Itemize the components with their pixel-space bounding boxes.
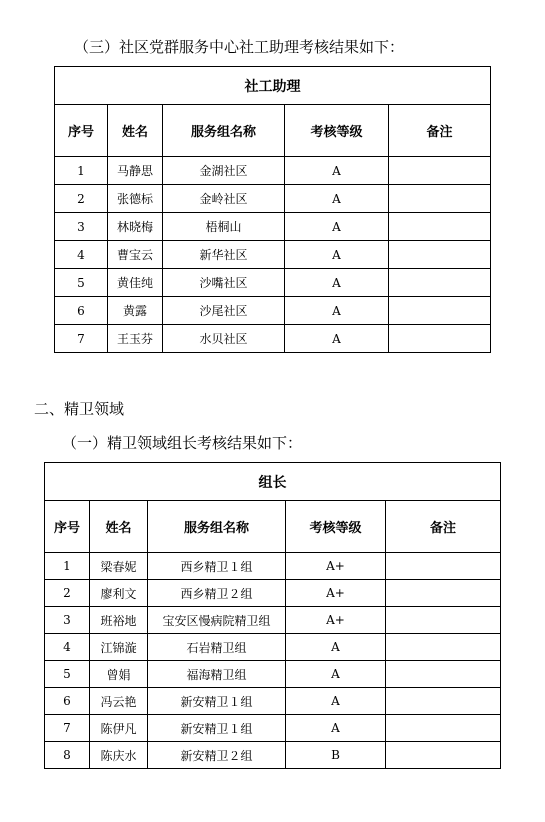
cell-index: 7 [45,715,90,742]
header-service-group: 服务组名称 [148,501,286,553]
subsection-heading-group-leader: （一）精卫领域组长考核结果如下： [62,434,303,452]
cell-service-group: 沙尾社区 [163,297,285,325]
cell-index: 7 [55,325,108,353]
table-title: 组长 [45,463,501,501]
cell-service-group: 福海精卫组 [148,661,286,688]
cell-grade: A [285,213,389,241]
cell-grade: A+ [286,580,386,607]
cell-remarks [386,742,501,769]
cell-service-group: 宝安区慢病院精卫组 [148,607,286,634]
cell-name: 王玉芬 [108,325,163,353]
table-title: 社工助理 [55,67,491,105]
cell-name: 班裕地 [90,607,148,634]
table-row [45,580,501,607]
table-row [55,185,491,213]
cell-remarks [389,325,491,353]
cell-index: 6 [55,297,108,325]
cell-index: 8 [45,742,90,769]
cell-grade: A [285,269,389,297]
table-row [55,213,491,241]
cell-service-group: 金湖社区 [163,157,285,185]
table-row [55,325,491,353]
cell-grade: A [285,185,389,213]
cell-grade: A [286,715,386,742]
cell-name: 曾娟 [90,661,148,688]
cell-service-group: 水贝社区 [163,325,285,353]
cell-index: 6 [45,688,90,715]
section-heading-community: （三）社区党群服务中心社工助理考核结果如下： [74,38,405,56]
cell-name: 梁春妮 [90,553,148,580]
header-remarks: 备注 [389,105,491,157]
cell-grade: A [285,297,389,325]
cell-remarks [386,715,501,742]
cell-name: 冯云艳 [90,688,148,715]
cell-remarks [389,213,491,241]
table-row [55,241,491,269]
group-leader-table [44,462,501,769]
cell-index: 5 [55,269,108,297]
table-row [55,157,491,185]
header-service-group: 服务组名称 [163,105,285,157]
table-row [45,661,501,688]
cell-grade: A+ [286,607,386,634]
cell-service-group: 新安精卫１组 [148,688,286,715]
header-name: 姓名 [108,105,163,157]
cell-remarks [389,297,491,325]
social-assistant-table [54,66,491,353]
cell-name: 黄露 [108,297,163,325]
cell-name: 曹宝云 [108,241,163,269]
cell-name: 张德标 [108,185,163,213]
cell-name: 陈庆水 [90,742,148,769]
table-row [55,269,491,297]
cell-service-group: 新华社区 [163,241,285,269]
cell-service-group: 西乡精卫１组 [148,553,286,580]
cell-index: 2 [45,580,90,607]
header-grade: 考核等级 [286,501,386,553]
cell-remarks [386,634,501,661]
table-header-row [45,501,501,553]
cell-grade: B [286,742,386,769]
table-row [45,634,501,661]
cell-remarks [386,661,501,688]
cell-index: 1 [45,553,90,580]
section-heading-mental-health: 二、精卫领域 [34,400,125,418]
cell-name: 黄佳纯 [108,269,163,297]
cell-service-group: 西乡精卫２组 [148,580,286,607]
cell-remarks [386,607,501,634]
cell-service-group: 新安精卫２组 [148,742,286,769]
cell-grade: A [286,661,386,688]
cell-index: 3 [45,607,90,634]
table-row [45,607,501,634]
header-index: 序号 [45,501,90,553]
cell-index: 3 [55,213,108,241]
cell-remarks [386,688,501,715]
cell-name: 江锦漩 [90,634,148,661]
cell-service-group: 梧桐山 [163,213,285,241]
cell-name: 廖利文 [90,580,148,607]
cell-index: 4 [45,634,90,661]
cell-grade: A [285,325,389,353]
header-grade: 考核等级 [285,105,389,157]
cell-remarks [386,553,501,580]
cell-remarks [389,269,491,297]
cell-service-group: 金岭社区 [163,185,285,213]
header-remarks: 备注 [386,501,501,553]
header-index: 序号 [55,105,108,157]
table-header-row [55,105,491,157]
cell-name: 林晓梅 [108,213,163,241]
cell-name: 陈伊凡 [90,715,148,742]
cell-service-group: 沙嘴社区 [163,269,285,297]
cell-grade: A [286,688,386,715]
cell-remarks [389,157,491,185]
cell-grade: A [285,157,389,185]
table-row [45,742,501,769]
table-row [45,553,501,580]
cell-grade: A [285,241,389,269]
cell-index: 5 [45,661,90,688]
table-row [45,715,501,742]
cell-remarks [389,241,491,269]
table-row [55,297,491,325]
cell-index: 4 [55,241,108,269]
cell-grade: A+ [286,553,386,580]
cell-name: 马静思 [108,157,163,185]
cell-index: 1 [55,157,108,185]
cell-service-group: 石岩精卫组 [148,634,286,661]
table-row [45,688,501,715]
cell-service-group: 新安精卫１组 [148,715,286,742]
header-name: 姓名 [90,501,148,553]
cell-remarks [386,580,501,607]
cell-remarks [389,185,491,213]
cell-grade: A [286,634,386,661]
cell-index: 2 [55,185,108,213]
